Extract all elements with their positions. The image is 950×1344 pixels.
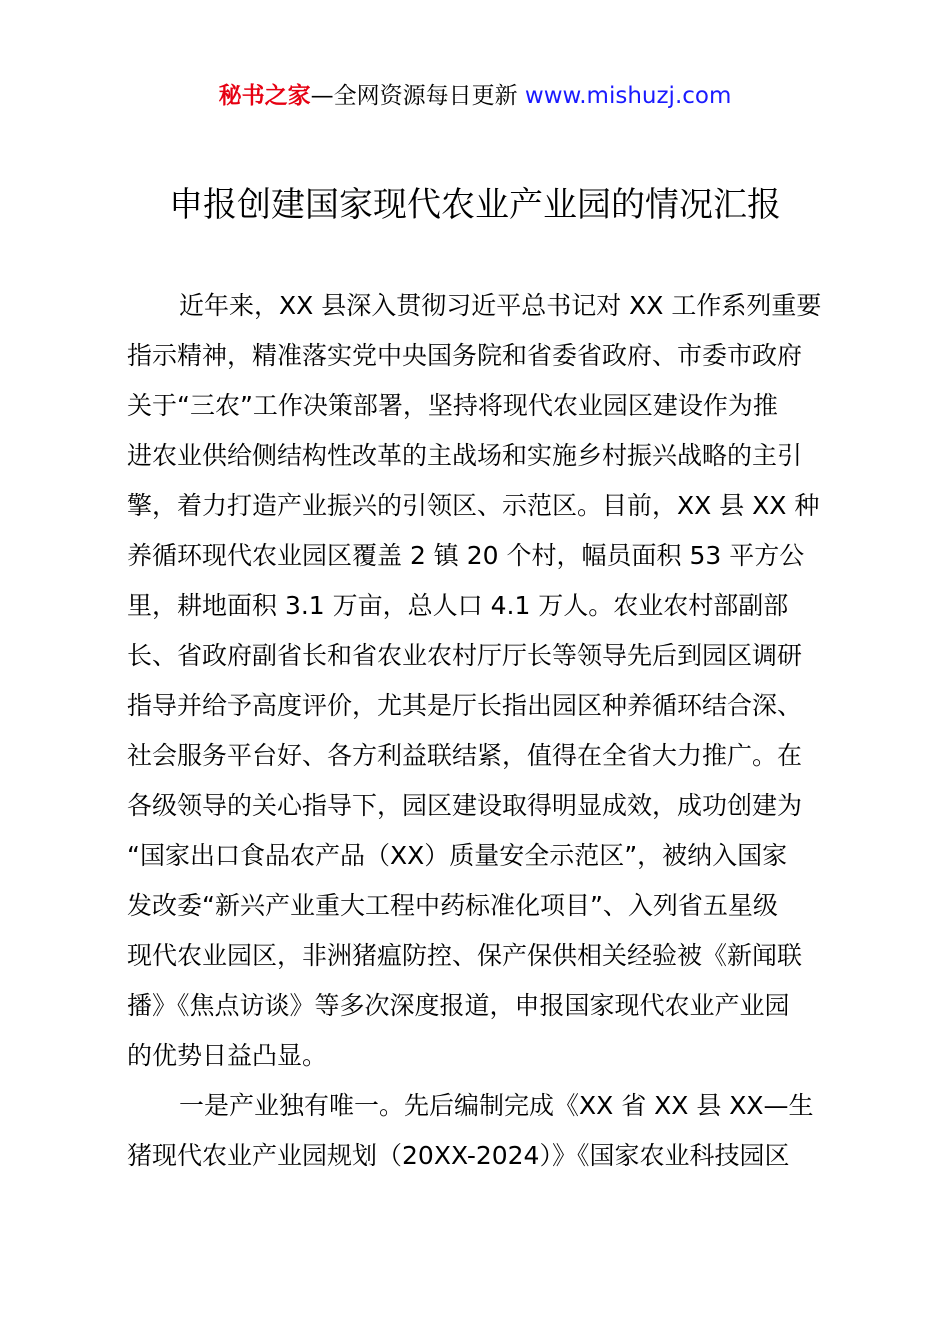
body-line: 一是产业独有唯一。先后编制完成《XX 省 XX 县 XX—生	[179, 1091, 814, 1120]
document-title: 申报创建国家现代农业产业园的情况汇报	[169, 185, 781, 225]
body-line: 养循环现代农业园区覆盖 2 镇 20 个村，幅员面积 53 平方公	[127, 541, 805, 570]
site-tagline: —全网资源每日更新	[310, 83, 525, 109]
body-line: 里，耕地面积 3.1 万亩，总人口 4.1 万人。农业农村部副部	[127, 591, 789, 620]
body-line: 近年来，XX 县深入贯彻习近平总书记对 XX 工作系列重要	[179, 291, 822, 320]
body-line: 关于“三农”工作决策部署，坚持将现代农业园区建设作为推	[127, 391, 778, 420]
body-line: 社会服务平台好、各方利益联结紧，值得在全省大力推广。在	[127, 741, 803, 770]
body-line: 长、省政府副省长和省农业农村厅厅长等领导先后到园区调研	[127, 641, 803, 670]
site-header	[0, 80, 950, 112]
site-brand: 秘书之家	[218, 83, 311, 109]
body-line: 进农业供给侧结构性改革的主战场和实施乡村振兴战略的主引	[127, 441, 803, 470]
site-url-link[interactable]: www.mishuzj.com	[524, 83, 732, 109]
document-body	[127, 281, 837, 1181]
body-line: 播》《焦点访谈》等多次深度报道，申报国家现代农业产业园	[127, 991, 790, 1020]
body-line: 擎，着力打造产业振兴的引领区、示范区。目前，XX 县 XX 种	[127, 491, 820, 520]
body-line: 各级领导的关心指导下，园区建设取得明显成效，成功创建为	[127, 791, 803, 820]
body-line: 指示精神，精准落实党中央国务院和省委省政府、市委市政府	[127, 341, 803, 370]
body-line: “国家出口食品农产品（XX）质量安全示范区”，被纳入国家	[127, 841, 788, 870]
body-line: 指导并给予高度评价，尤其是厅长指出园区种养循环结合深、	[127, 691, 803, 720]
body-line: 现代农业园区，非洲猪瘟防控、保产保供相关经验被《新闻联	[127, 941, 803, 970]
body-line: 发改委“新兴产业重大工程中药标准化项目”、入列省五星级	[127, 891, 778, 920]
body-line: 的优势日益凸显。	[127, 1041, 328, 1070]
body-line: 猪现代农业产业园规划（20XX-2024）》《国家农业科技园区	[127, 1141, 790, 1170]
